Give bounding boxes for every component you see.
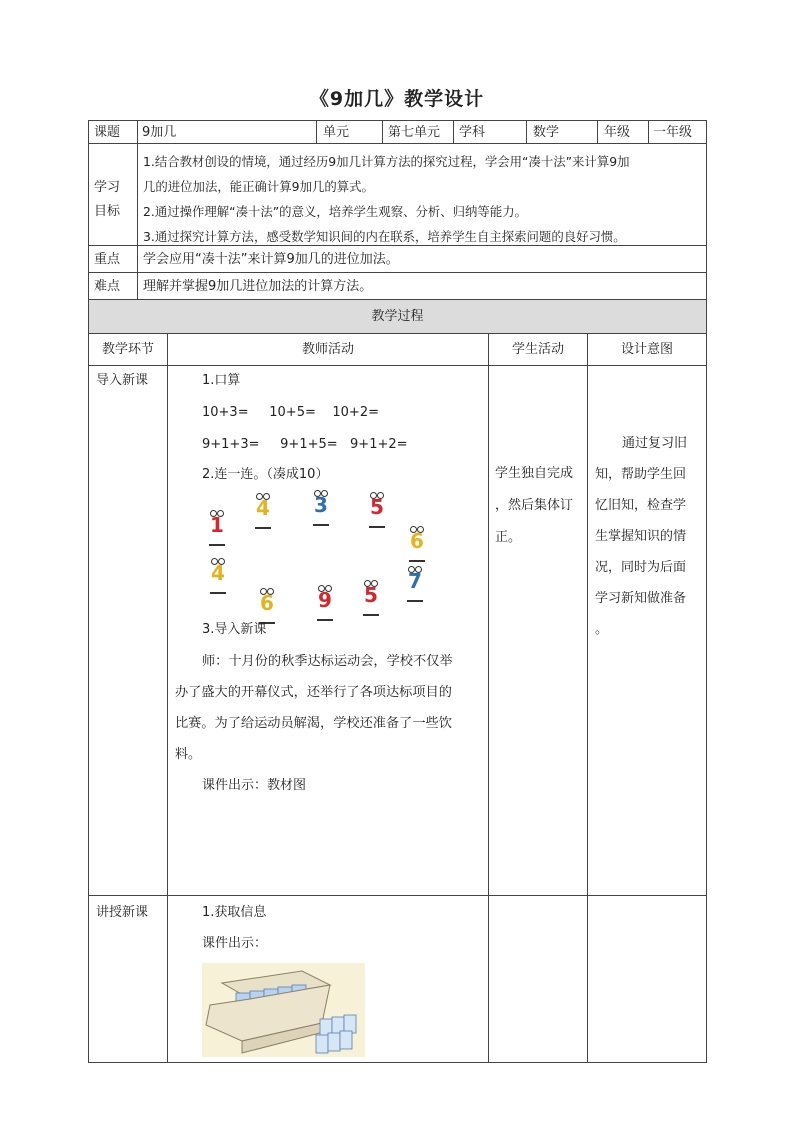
oral-row-1: 10+3= 10+5= 10+2=: [202, 405, 379, 420]
digit-label: 4: [211, 561, 225, 585]
number-figure-3[interactable]: [308, 492, 334, 526]
difficulty-label: 难点: [94, 279, 121, 294]
intro-line: 比赛。为了给运动员解渴，学校还准备了一些饮: [175, 716, 452, 731]
intent-line: 通过复习旧: [622, 436, 688, 451]
courseware-note: 课件出示：教材图: [202, 778, 307, 793]
intent-line: 忆旧知，检查学: [595, 498, 687, 513]
table-border: [88, 365, 707, 366]
goals-label-line1: 学习: [94, 180, 121, 195]
table-border: [382, 120, 383, 143]
intent-line: 生掌握知识的情: [595, 529, 687, 544]
table-border: [587, 333, 588, 1062]
table-border: [526, 120, 527, 143]
table-border: [88, 120, 707, 121]
courseware-note-2: 课件出示：: [202, 936, 268, 951]
drink-box-illustration: [202, 963, 365, 1057]
goal-line: 2.通过操作理解“凑十法”的意义，培养学生观察、分析、归纳等能力。: [143, 204, 527, 219]
intro-title: 3.导入新课: [202, 622, 267, 637]
col-header-teacher: 教师活动: [301, 342, 354, 357]
digit-label: 6: [260, 591, 274, 615]
number-figure-1[interactable]: [204, 512, 230, 546]
intent-line: 知，帮助学生回: [595, 467, 687, 482]
topic-value: 9加几: [142, 125, 177, 140]
key-point-text: 学会应用“凑十法”来计算9加几的进位加法。: [143, 252, 399, 267]
digit-label: 6: [410, 529, 424, 553]
table-border: [597, 120, 598, 143]
document-title: 《9加几》教学设计: [309, 88, 485, 110]
digit-label: 5: [370, 495, 384, 519]
subject-label: 学科: [459, 125, 486, 140]
number-figure-4[interactable]: [250, 495, 276, 529]
student-line: 正。: [495, 530, 522, 545]
grade-label: 年级: [604, 125, 631, 140]
intent-line: 。: [595, 622, 609, 637]
col-header-stage: 教学环节: [101, 342, 154, 357]
subject-value: 数学: [533, 125, 560, 140]
student-line: ，然后集体订: [495, 498, 574, 513]
info-title: 1.获取信息: [202, 905, 267, 920]
number-figure-6[interactable]: [254, 590, 280, 624]
table-border: [453, 120, 454, 143]
intent-line: 学习新知做准备: [595, 591, 687, 606]
intro-line: 料。: [175, 747, 202, 762]
number-figure-4[interactable]: [205, 560, 231, 594]
table-border: [88, 245, 707, 246]
table-border: [88, 272, 707, 273]
number-figure-5[interactable]: [364, 494, 390, 528]
oral-row-2: 9+1+3= 9+1+5= 9+1+2=: [202, 437, 408, 452]
col-header-intent: 设计意图: [620, 342, 673, 357]
number-figure-9[interactable]: [312, 587, 338, 621]
goal-line: 1.结合教材创设的情境，通过经历9加几计算方法的探究过程，学会用“凑十法”来计算9加: [143, 154, 630, 169]
number-figure-7[interactable]: [402, 568, 428, 602]
table-border: [88, 333, 707, 334]
table-border: [88, 120, 89, 1062]
table-border: [706, 120, 707, 1062]
digit-label: 4: [256, 496, 270, 520]
digit-label: 5: [364, 583, 378, 607]
digit-label: 1: [210, 513, 224, 537]
oral-title: 1.口算: [202, 373, 241, 388]
table-border: [88, 895, 707, 896]
table-border: [137, 120, 138, 299]
table-border: [488, 333, 489, 1062]
textbook-illustration: [202, 963, 365, 1057]
student-line: 学生独自完成: [495, 466, 574, 481]
unit-value: 第七单元: [388, 125, 441, 140]
table-border: [316, 120, 317, 143]
number-figure-6[interactable]: [404, 528, 430, 562]
stage-new-lesson: 讲授新课: [96, 905, 149, 920]
goal-line: 几的进位加法，能正确计算9加几的算式。: [143, 179, 374, 194]
goals-label-line2: 目标: [94, 204, 121, 219]
table-border: [648, 120, 649, 143]
key-point-label: 重点: [94, 252, 121, 267]
intro-line: 师：十月份的秋季达标运动会，学校不仅举: [202, 654, 453, 669]
topic-label: 课题: [94, 125, 121, 140]
unit-label: 单元: [323, 125, 350, 140]
match-title: 2.连一连。（凑成10）: [202, 467, 329, 482]
table-border: [88, 1062, 707, 1063]
digit-label: 3: [314, 493, 328, 517]
col-header-student: 学生活动: [511, 342, 564, 357]
difficulty-text: 理解并掌握9加几进位加法的计算方法。: [143, 279, 373, 294]
grade-value: 一年级: [653, 125, 693, 140]
digit-label: 9: [318, 588, 332, 612]
stage-intro: 导入新课: [96, 373, 149, 388]
digit-label: 7: [408, 569, 422, 593]
intro-line: 办了盛大的开幕仪式，还举行了各项达标项目的: [175, 685, 452, 700]
goal-line: 3.通过探究计算方法，感受数学知识间的内在联系，培养学生自主探索问题的良好习惯。: [143, 229, 626, 244]
table-border: [167, 333, 168, 1062]
number-figure-5[interactable]: [358, 582, 384, 616]
intent-line: 况，同时为后面: [595, 560, 687, 575]
process-heading: 教学过程: [371, 309, 424, 324]
table-border: [88, 143, 707, 144]
